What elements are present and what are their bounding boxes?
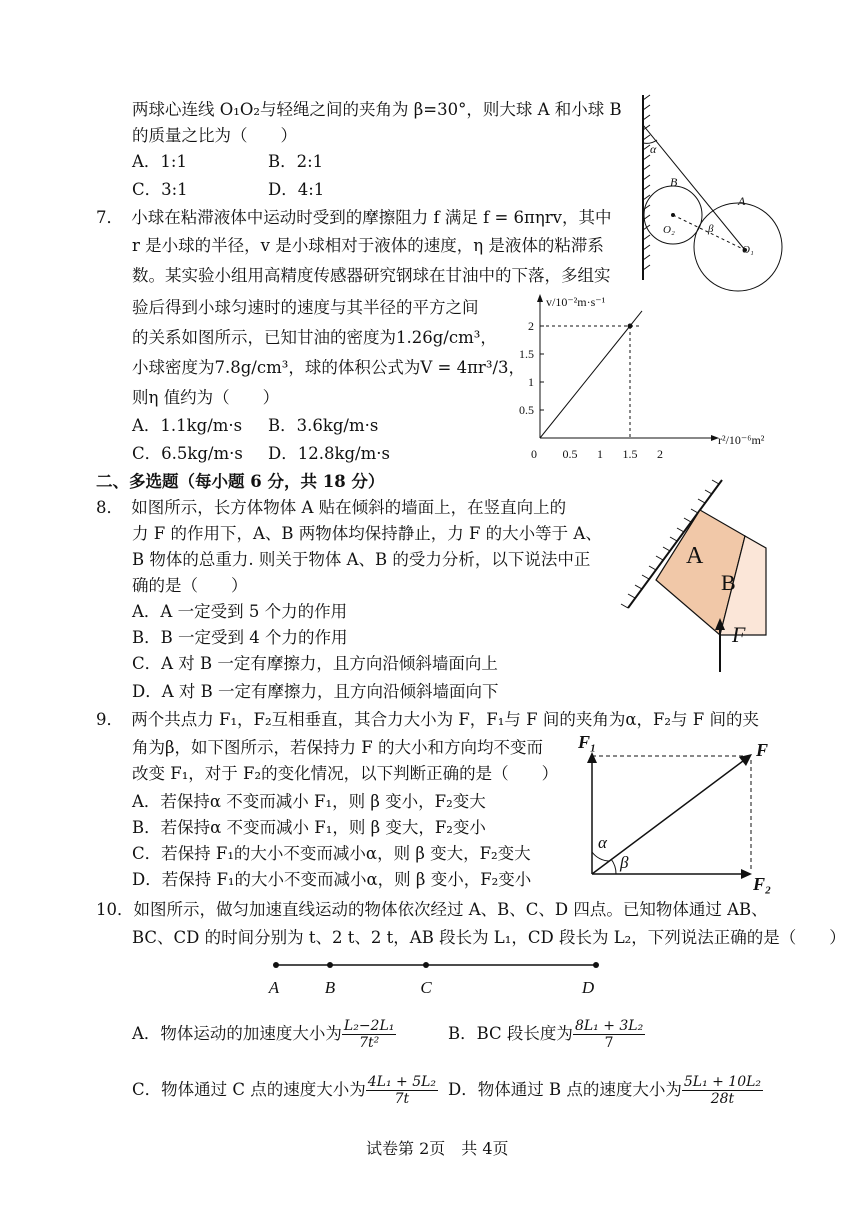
q8-line2: 力 F 的作用下，A、B 两物体均保持静止，力 F 的大小等于 A、 xyxy=(132,524,602,543)
chart-series-line xyxy=(540,311,642,438)
q6-fig-o2: O₂ xyxy=(663,224,675,236)
q10-option-d-den: 28t xyxy=(710,1091,735,1107)
q10-option-d-num: 5L₁ + 10L₂ xyxy=(683,1074,762,1090)
q7-line4: 验后得到小球匀速时的速度与其半径的平方之间 xyxy=(132,298,479,317)
q10-option-c xyxy=(132,1074,438,1107)
q6-fig-a: A xyxy=(738,194,746,208)
chart-ylabel: v/10⁻²m·s⁻¹ xyxy=(546,295,606,309)
q9-fig-f: F xyxy=(756,740,769,760)
q6-option-d: D．4:1 xyxy=(268,180,325,199)
chart-origin: 0 xyxy=(531,447,537,461)
q10-option-b xyxy=(448,1018,645,1051)
q6-line2: 的质量之比为（ ） xyxy=(132,126,297,145)
q9-fig-beta: β xyxy=(620,853,629,872)
q9-option-c: C．若保持 F₁的大小不变而减小α，则 β 变大，F₂变大 xyxy=(132,844,531,863)
q7-line2: r 是小球的半径，v 是小球相对于液体的速度，η 是液体的粘滞系 xyxy=(132,236,604,255)
q10-option-b-fraction xyxy=(573,1018,645,1051)
q8-line4: 确的是（ ） xyxy=(132,576,248,595)
q10-option-a-num: L₂−2L₁ xyxy=(343,1018,395,1034)
q7-line1: 7． 小球在粘滞液体中运动时受到的摩擦阻力 f 满足 f = 6πηrv，其中 xyxy=(96,208,612,227)
q6-fig-alpha: α xyxy=(650,142,657,156)
q8-option-c: C．A 对 B 一定有摩擦力，且方向沿倾斜墙面向上 xyxy=(132,654,498,673)
q6-option-c: C．3:1 xyxy=(132,180,188,199)
q6-option-b: B．2:1 xyxy=(268,152,324,171)
q7-chart xyxy=(500,288,790,468)
q10-option-a xyxy=(132,1018,396,1051)
q10-option-c-den: 7t xyxy=(394,1091,410,1107)
q6-fig-b: B xyxy=(670,175,678,189)
chart-y-tick-label: 2 xyxy=(528,319,534,333)
chart-y-tick-label: 0.5 xyxy=(519,403,534,417)
chart-y-arrow xyxy=(537,294,543,302)
q10-option-b-text: B．BC 段长度为 xyxy=(448,1024,573,1043)
q10-point-d: D xyxy=(581,978,595,997)
q10-point-a: A xyxy=(268,978,280,997)
q8-option-b: B．B 一定受到 4 个力的作用 xyxy=(132,628,348,647)
q7-line6: 小球密度为7.8g/cm³，球的体积公式为V = 4πr³/3， xyxy=(132,358,525,377)
q10-option-d-fraction xyxy=(682,1074,763,1107)
q7-option-a: A．1.1kg/m·s xyxy=(132,416,243,435)
q10-option-b-den: 7 xyxy=(604,1035,614,1051)
q6-fig-o1: O₁ xyxy=(742,244,754,256)
q8-fig-b: B xyxy=(721,570,736,595)
q7-line3: 数。某实验小组用高精度传感器研究钢球在甘油中的下落，多组实 xyxy=(132,266,611,285)
q9-fig-f1: F₁ xyxy=(578,732,597,752)
chart-x-tick-label: 1.5 xyxy=(622,447,638,461)
q10-point-b: B xyxy=(324,978,336,997)
page-footer: 试卷第 2页 共 4页 xyxy=(366,1139,509,1158)
chart-marked-point xyxy=(628,324,633,329)
q9-figure xyxy=(570,730,780,895)
q9-option-b: B．若保持α 不变而减小 F₁，则 β 变大，F₂变小 xyxy=(132,818,486,837)
q7-line5: 的关系如图所示，已知甘油的密度为1.26g/cm³， xyxy=(132,328,497,347)
chart-x-tick-label: 1 xyxy=(597,447,603,461)
q10-line-figure xyxy=(260,955,610,1000)
q10-option-d xyxy=(448,1074,763,1107)
chart-xlabel: r²/10⁻⁶m² xyxy=(718,433,765,447)
q6-figure xyxy=(620,95,780,295)
q9-option-a: A．若保持α 不变而减小 F₁，则 β 变小，F₂变大 xyxy=(132,792,486,811)
q10-option-a-fraction xyxy=(342,1018,396,1051)
q6-option-a: A．1:1 xyxy=(132,152,187,171)
section-2-title: 二、多选题（每小题 6 分，共 18 分） xyxy=(96,472,385,491)
q7-option-b: B．3.6kg/m·s xyxy=(268,416,379,435)
q10-point-c: C xyxy=(420,978,432,997)
q6-fig-beta: β xyxy=(708,223,714,235)
q8-option-d: D．A 对 B 一定有摩擦力，且方向沿倾斜墙面向下 xyxy=(132,682,499,701)
q10-option-a-den: 7t² xyxy=(359,1035,380,1051)
q8-option-a: A．A 一定受到 5 个力的作用 xyxy=(132,602,348,621)
chart-x-tick-label: 2 xyxy=(657,447,663,461)
q10-line2: BC、CD 的时间分别为 t、2 t、2 t，AB 段长为 L₁，CD 段长为 L₂，下列说法正确的是（ ） xyxy=(132,928,846,947)
q10-option-b-num: 8L₁ + 3L₂ xyxy=(574,1018,644,1034)
q9-line1: 9． 两个共点力 F₁，F₂互相垂直，其合力大小为 F，F₁与 F 间的夹角为α，F₂与 F 间的夹 xyxy=(96,710,759,729)
q9-option-d: D．若保持 F₁的大小不变而减小α，则 β 变小，F₂变小 xyxy=(132,870,532,889)
q10-option-c-num: 4L₁ + 5L₂ xyxy=(367,1074,437,1090)
q8-fig-f: F xyxy=(732,622,746,647)
q8-line3: B 物体的总重力. 则关于物体 A、B 的受力分析，以下说法中正 xyxy=(132,550,591,569)
q10-option-a-text: A．物体运动的加速度大小为 xyxy=(132,1024,342,1043)
q8-fig-a: A xyxy=(686,543,704,569)
q7-line7: 则η 值约为（ ） xyxy=(132,388,280,407)
q10-option-c-fraction xyxy=(366,1074,438,1107)
q9-fig-f2: F₂ xyxy=(753,874,772,894)
q10-option-d-text: D．物体通过 B 点的速度大小为 xyxy=(448,1080,682,1099)
q9-line3: 改变 F₁，对于 F₂的变化情况，以下判断正确的是（ ） xyxy=(132,764,559,783)
q10-option-c-text: C．物体通过 C 点的速度大小为 xyxy=(132,1080,366,1099)
q7-option-d: D．12.8kg/m·s xyxy=(268,444,390,463)
q7-option-c: C．6.5kg/m·s xyxy=(132,444,243,463)
chart-y-tick-label: 1.5 xyxy=(519,347,534,361)
chart-y-tick-label: 1 xyxy=(528,375,534,389)
q8-figure xyxy=(620,480,780,680)
q10-line1: 10．如图所示，做匀加速直线运动的物体依次经过 A、B、C、D 四点。已知物体通过 AB、 xyxy=(96,900,768,919)
q9-fig-alpha: α xyxy=(598,833,607,852)
chart-x-tick-label: 0.5 xyxy=(562,447,578,461)
q8-line1: 8． 如图所示，长方体物体 A 贴在倾斜的墙面上，在竖直向上的 xyxy=(96,498,567,517)
q6-line1: 两球心连线 O₁O₂与轻绳之间的夹角为 β=30°，则大球 A 和小球 B xyxy=(132,100,622,119)
q9-line2: 角为β，如下图所示，若保持力 F 的大小和方向均不变而 xyxy=(132,738,543,757)
